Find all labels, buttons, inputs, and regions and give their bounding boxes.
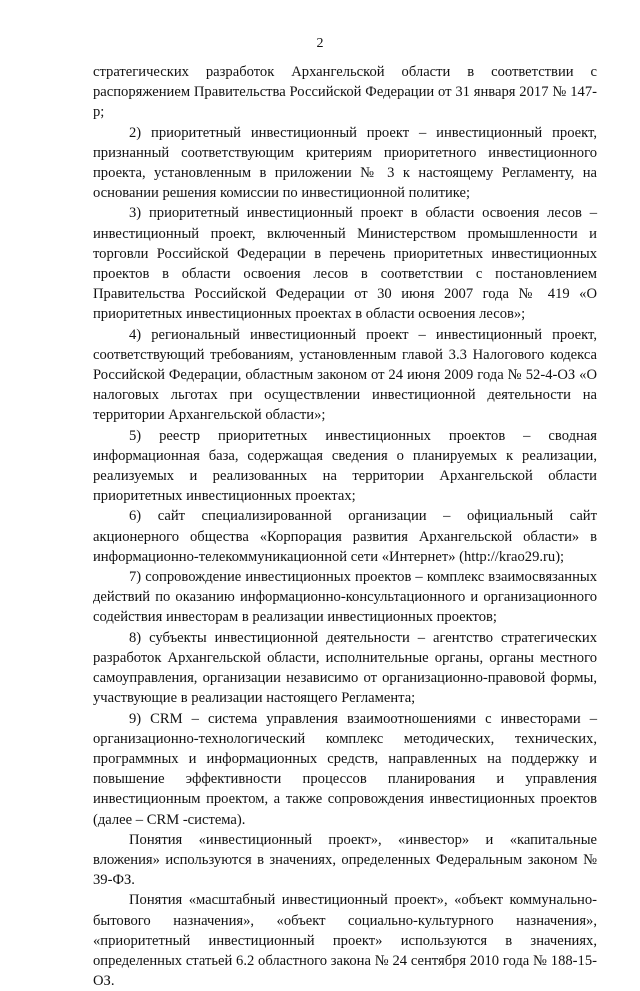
page-number: 2 bbox=[316, 36, 324, 51]
paragraph-item-6: 6) сайт специализированной организации – официальный сайт акционерного общества «Корпорация развития Архангельской области» в информационно-телекоммуникационной сети «Интернет» (http://krao29.ru); bbox=[93, 508, 597, 565]
paragraph-concepts-federal: Понятия «инвестиционный проект», «инвестор» и «капитальные вложения» используются в значениях, определенных Федеральным законом № 39-ФЗ. bbox=[93, 831, 597, 889]
paragraph-item-4: 4) региональный инвестиционный проект – инвестиционный проект, соответствующий требованиям, установленным главой 3.3 Налогового кодекса Российской Федерации, областным законом от 24 июня 2009 года № 52-4-ОЗ «О налоговых льготах при осуществлении инвестиционной деятельности на территории Архангельской области»; bbox=[93, 326, 597, 424]
paragraph-continuation: стратегических разработок Архангельской области в соответствии с распоряжением Правительства Российской Федерации от 31 января 2017 № 147-р; bbox=[93, 64, 597, 121]
paragraph-item-8: 8) субъекты инвестиционной деятельности – агентство стратегических разработок Архангельской области, исполнительные органы, органы местного самоуправления, организации независимо от организационно-правовой формы, участвующие в реализации настоящего Регламента; bbox=[93, 629, 597, 707]
paragraph-item-9: 9) CRM – система управления взаимоотношениями с инвесторами – организационно-технологический комплекс методических, технических, программных и информационных средств, направленных на поддержку и повышение эффективности процессов планирования и управления инвестиционным проектом, а также сопровождения инвестиционных проектов (далее – CRM -система). bbox=[93, 710, 597, 828]
paragraph-item-3: 3) приоритетный инвестиционный проект в области освоения лесов – инвестиционный проект, включенный Министерством промышленности и торговли Российской Федерации в перечень приоритетных инвестиционных проектов в области освоения лесов в соответствии с постановлением Правительства Российской Федерации от 30 июня 2007 года № 419 «О приоритетных инвестиционных проектах в области освоения лесов»; bbox=[93, 205, 597, 323]
document-body bbox=[93, 62, 597, 991]
paragraph-item-5: 5) реестр приоритетных инвестиционных проектов – сводная информационная база, содержащая сведения о планируемых к реализации, реализуемых и реализованных на территории Архангельской области приоритетных инвестиционных проектах; bbox=[93, 427, 597, 505]
paragraph-item-7: 7) сопровождение инвестиционных проектов – комплекс взаимосвязанных действий по оказанию информационно-консультационного и организационного содействия инвесторам в реализации инвестиционных проектов; bbox=[93, 569, 597, 626]
paragraph-concepts-regional: Понятия «масштабный инвестиционный проект», «объект коммунально-бытового назначения», «объект социально-культурного назначения», «приоритетный инвестиционный проект» используются в значениях, определенных статьей 6.2 областного закона № 24 сентября 2010 года № 188-15-ОЗ. bbox=[93, 892, 597, 990]
paragraph-item-2: 2) приоритетный инвестиционный проект – инвестиционный проект, признанный соответствующим критериям приоритетного инвестиционного проекта, установленным в приложении № 3 к настоящему Регламенту, на основании решения комиссии по инвестиционной политике; bbox=[93, 124, 597, 202]
